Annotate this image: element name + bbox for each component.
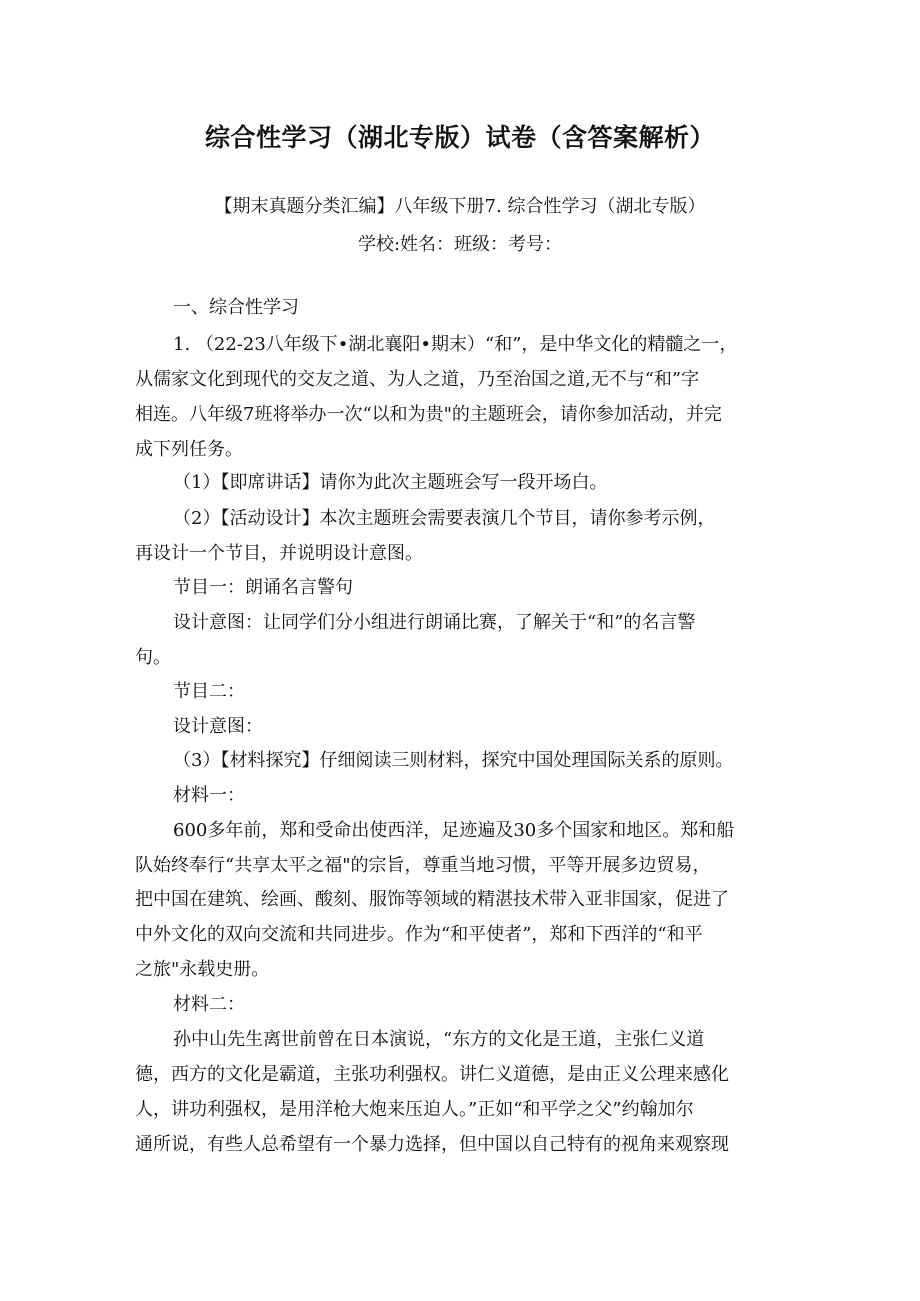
section-heading: 一、综合性学习 — [173, 297, 299, 318]
paragraph-line: 成下列任务。 — [135, 439, 243, 460]
program-two: 节目二： — [173, 681, 245, 702]
paragraph-line: 队始终奉行“共享太平之福"的宗旨，尊重当地习惯，平等开展多边贸易， — [135, 855, 711, 876]
sub-question-1: （1）【即席讲话】请你为此次主题班会写一段开场白。 — [173, 472, 608, 493]
paragraph-line: 德，西方的文化是霸道，主张功利强权。讲仁义道德，是由正义公理来感化 — [135, 1064, 729, 1085]
design-intent-one: 设计意图：让同学们分小组进行朗诵比赛，了解关于“和”的名言警 — [173, 612, 696, 633]
material-one-label: 材料一： — [173, 785, 245, 806]
paragraph-line: 从儒家文化到现代的交友之道、为人之道，乃至治国之道,无不与“和”字 — [135, 369, 700, 390]
paragraph-line: 之旅"永载史册。 — [135, 959, 270, 980]
paragraph-line: 句。 — [135, 647, 171, 668]
paragraph-line: 人，讲功利强权，是用洋枪大炮来压迫人。”正如“和平学之父”约翰加尔 — [135, 1099, 694, 1120]
design-intent-two: 设计意图： — [173, 716, 263, 737]
document-title: 综合性学习（湖北专版）试卷（含答案解析） — [204, 123, 715, 152]
paragraph-line: 通所说，有些人总希望有一个暴力选择，但中国以自己特有的视角来观察现 — [135, 1134, 729, 1155]
student-info-line: 学校:姓名：班级：考号： — [357, 234, 563, 255]
paragraph-line: 中外文化的双向交流和共同进步。作为“和平使者”，郑和下西洋的“和平 — [135, 924, 703, 945]
paragraph-line: 相连。八年级7班将举办一次“以和为贵"的主题班会，请你参加活动，并完 — [135, 404, 722, 425]
sub-question-2: （2）【活动设计】本次主题班会需要表演几个节目，请你参考示例， — [173, 508, 716, 529]
document-subtitle: 【期末真题分类汇编】八年级下册7. 综合性学习（湖北专版） — [214, 196, 706, 217]
sub-question-3: （3）【材料探究】仔细阅读三则材料，探究中国处理国际关系的原则。 — [173, 750, 734, 771]
material-two-label: 材料二： — [173, 994, 245, 1015]
paragraph-line: 再设计一个节目，并说明设计意图。 — [135, 543, 423, 564]
paragraph-line: 把中国在建筑、绘画、酸刻、服饰等领域的精湛技术带入亚非国家，促进了 — [135, 889, 729, 910]
material-one-text: 600多年前，郑和受命出使西洋，足迹遍及30多个国家和地区。郑和船 — [173, 820, 735, 841]
question-1-intro: 1. （22-23八年级下•湖北襄阳•期末）“和”，是中华文化的精髓之一， — [173, 334, 738, 355]
program-one: 节目一：朗诵名言警句 — [173, 577, 353, 598]
material-two-text: 孙中山先生离世前曾在日本演说，“东方的文化是王道，主张仁义道 — [173, 1029, 705, 1050]
